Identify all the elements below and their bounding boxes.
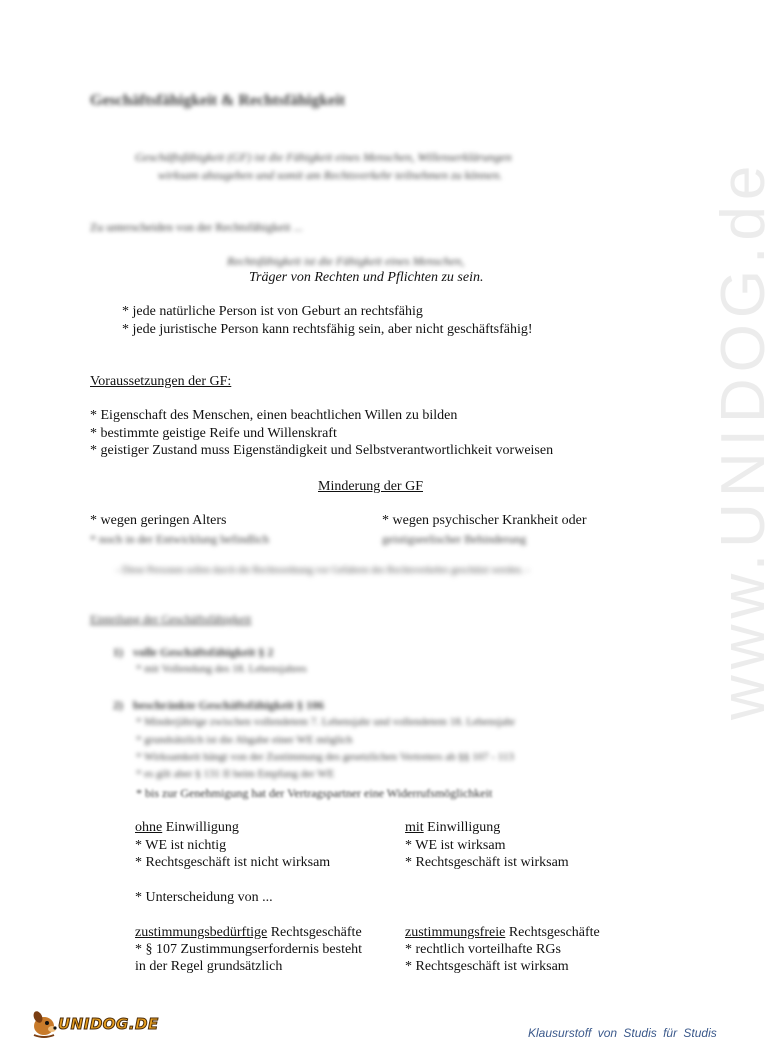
logo-text: UNIDOG.DE <box>58 1015 159 1033</box>
zustimmungsfrei-label: zustimmungsfreie <box>405 925 506 940</box>
einteilung-item2-sub-1: * Minderjährige zwischen vollendetem 7. Lebensjahr und vollendetem 18. Lebensjahr <box>136 716 516 728</box>
voraussetzung-item-3: * geistiger Zustand muss Eigenständigkeit und Selbstverantwortlichkeit vorweisen <box>90 443 554 458</box>
zustimmungsfrei-heading <box>405 925 600 941</box>
voraussetzungen-heading: Voraussetzungen der GF: <box>90 374 232 389</box>
unterscheidung: * Unterscheidung von ... <box>135 890 273 905</box>
zustimmungsfrei-rest: Rechtsgeschäfte <box>505 925 600 940</box>
minderung-left-2: * noch in der Entwicklung befindlich <box>90 532 269 546</box>
page-title: Geschäftsfähigkeit & Rechtsfähigkeit <box>90 92 346 109</box>
watermark: www.UNIDOG.de <box>709 159 778 720</box>
mit-label: mit <box>405 820 424 835</box>
zustimmungsbeduerftig-rest: Rechtsgeschäfte <box>267 925 362 940</box>
mit-line-1: * WE ist wirksam <box>405 838 506 853</box>
rechtsfaehigkeit-bullet-1: * jede natürliche Person ist von Geburt an rechtsfähig <box>122 304 423 319</box>
rechtsfaehigkeit-bullet-2: * jede juristische Person kann rechtsfähig sein, aber nicht geschäftsfähig! <box>122 322 533 337</box>
einteilung-item1-title: volle Geschäftsfähigkeit § 2 <box>133 645 274 659</box>
intro-line-1: Geschäftsfähigkeit (GF) ist die Fähigkeit eines Menschen, Willenserklärungen <box>135 150 512 164</box>
ohne-line-2: * Rechtsgeschäft ist nicht wirksam <box>135 855 331 870</box>
ohne-line-1: * WE ist nichtig <box>135 838 227 853</box>
unidog-logo <box>30 1005 159 1039</box>
einteilung-heading: Einteilung der Geschäftsfähigkeit <box>90 612 252 626</box>
einteilung-item2-num: 2) <box>113 698 123 712</box>
zustimmungsfrei-line-1: * rechtlich vorteilhafte RGs <box>405 942 561 957</box>
minderung-right-1: * wegen psychischer Krankheit oder <box>382 513 587 528</box>
einteilung-item2-sub-4: * es gilt aber § 131 II beim Empfang der WE <box>136 768 335 780</box>
zustimmungsbeduerftig-line-1: * § 107 Zustimmungserfordernis besteht <box>135 942 363 957</box>
minderung-heading: Minderung der GF <box>318 479 423 494</box>
zustimmungsbeduerftig-line-2: in der Regel grundsätzlich <box>135 959 283 974</box>
ohne-rest: Einwilligung <box>162 820 239 835</box>
minderung-left-1: * wegen geringen Alters <box>90 513 227 528</box>
ohne-einwilligung-heading <box>135 820 239 836</box>
einteilung-item1-num: 1) <box>113 645 123 659</box>
ohne-label: ohne <box>135 820 163 835</box>
footer-tagline: Klausurstoff von Studis für Studis <box>528 1026 717 1040</box>
einteilung-item2-sub-5: * bis zur Genehmigung hat der Vertragspartner eine Widerrufsmöglichkeit <box>136 786 493 800</box>
mit-rest: Einwilligung <box>423 820 501 835</box>
einteilung-item2-sub-2: * grundsätzlich ist die Abgabe einer WE möglich <box>136 734 353 746</box>
rechtsfaehigkeit-def-1: Rechtsfähigkeit ist die Fähigkeit eines Menschen, <box>227 254 465 268</box>
voraussetzung-item-1: * Eigenschaft des Menschen, einen beachtlichen Willen zu bilden <box>90 408 458 423</box>
einteilung-item2-title: beschränkte Geschäftsfähigkeit § 106 <box>133 698 324 712</box>
einteilung-item1-sub: * mit Vollendung des 18. Lebensjahres <box>136 663 307 675</box>
zustimmungsbeduerftig-heading <box>135 925 362 941</box>
rechtsfaehigkeit-lead: Zu unterscheiden von der Rechtsfähigkeit ... <box>90 220 303 234</box>
mit-einwilligung-heading <box>405 820 500 836</box>
rechtsfaehigkeit-def-2: Träger von Rechten und Pflichten zu sein. <box>249 270 484 285</box>
einteilung-item2-sub-3: * Wirksamkeit hängt von der Zustimmung des gesetzlichen Vertreters ab §§ 107 - 113 <box>136 751 514 763</box>
minderung-right-2: geistigseelischer Behinderung <box>382 532 527 546</box>
intro-line-2: wirksam abzugeben und somit am Rechtsverkehr teilnehmen zu können. <box>158 168 503 182</box>
zustimmungsbeduerftig-label: zustimmungsbedürftige <box>135 925 268 940</box>
mit-line-2: * Rechtsgeschäft ist wirksam <box>405 855 569 870</box>
zustimmungsfrei-line-2: * Rechtsgeschäft ist wirksam <box>405 959 569 974</box>
minderung-note: - Diese Personen sollen durch die Rechtsordnung vor Gefahren des Rechtsverkehrs geschützt werden. - <box>116 565 530 576</box>
voraussetzung-item-2: * bestimmte geistige Reife und Willenskraft <box>90 426 337 441</box>
